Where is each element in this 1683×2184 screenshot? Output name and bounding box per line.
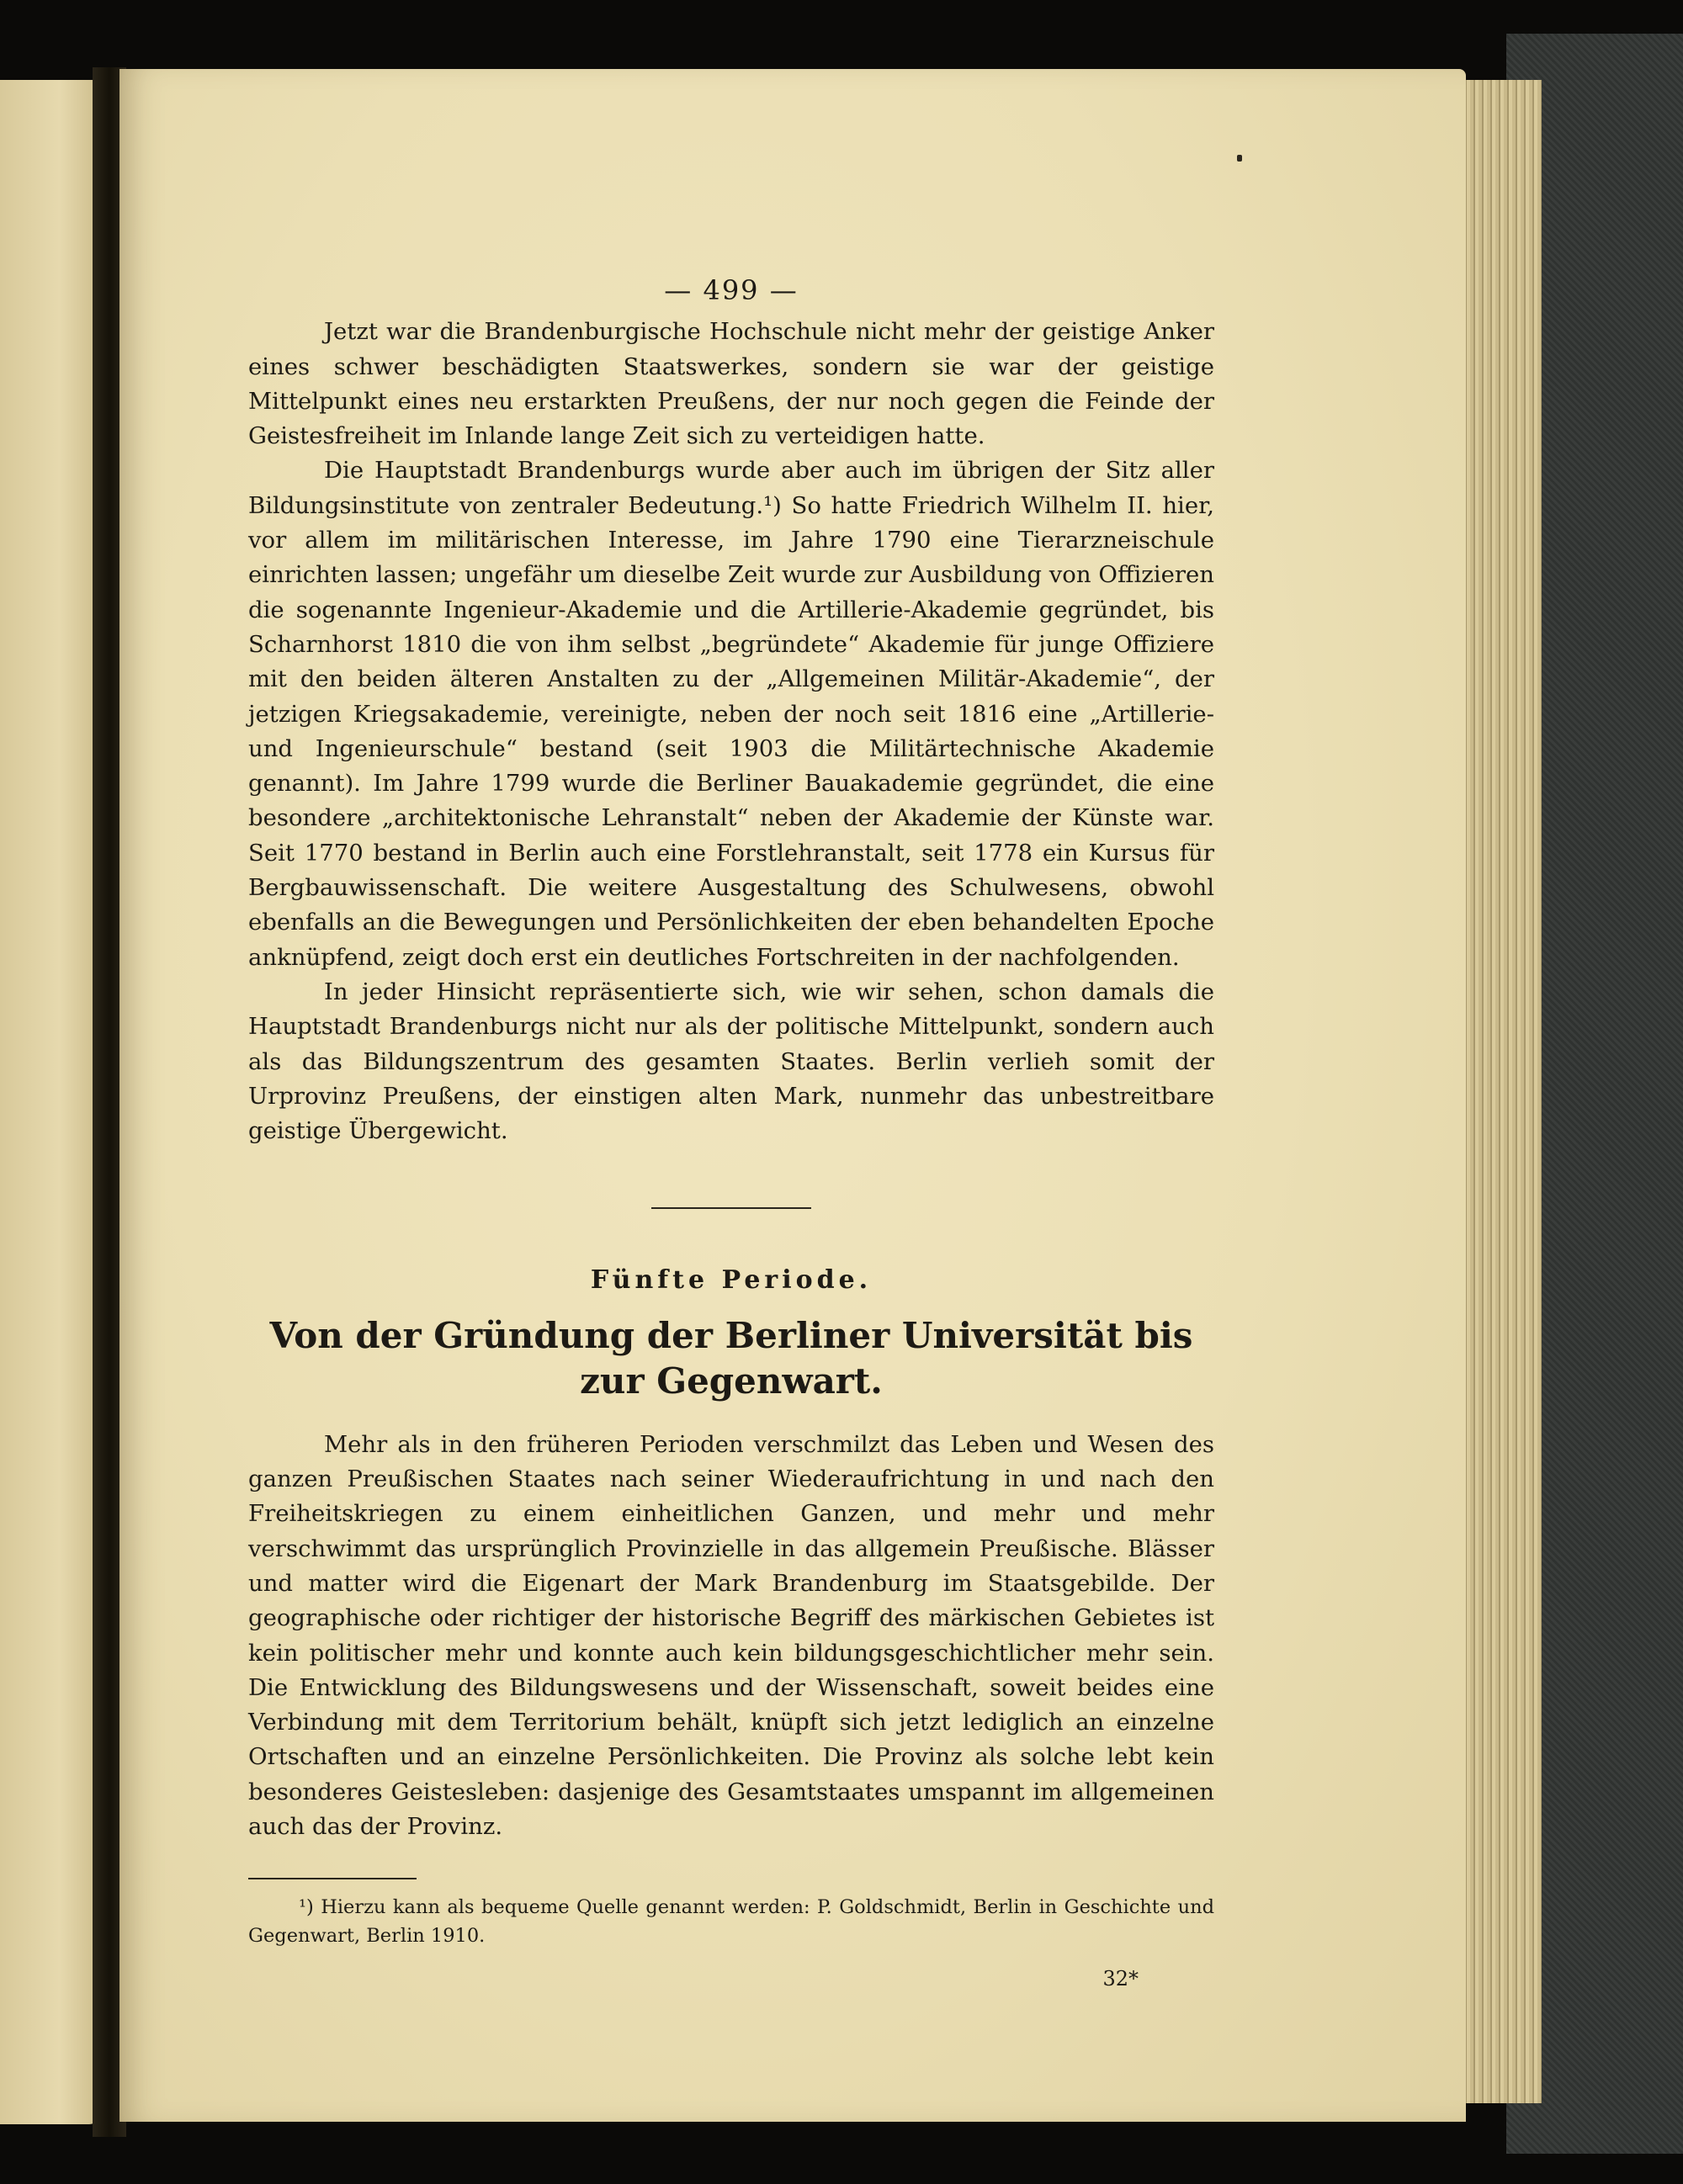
signature-mark: 32* — [1102, 1967, 1139, 1991]
chapter-title: Von der Gründung der Berliner Universität bis zur Gegenwart. — [269, 1314, 1193, 1402]
page-block-edges — [1460, 80, 1542, 2103]
section-divider — [651, 1207, 811, 1209]
paragraph-1: Jetzt war die Brandenburgische Hochschule nicht mehr der geistige Anker eines schwer beschädigten Staatswerkes, sondern sie war der geistige Mittelpunkt eines neu erstarkten Preußens, der nur noch gegen die Feinde der Geistesfreiheit im Inlande lange Zeit sich zu verteidigen hatte. — [248, 318, 1214, 450]
paragraph-3: In jeder Hinsicht repräsentierte sich, wie wir sehen, schon damals die Hauptstadt Brandenburgs nicht nur als der politische Mittelpunkt, sondern auch als das Bildungszentrum des gesamten Staates. Berlin verlieh somit der Urprovinz Preußens, der einstigen alten Mark, nunmehr das unbestreitbare geistige Übergewicht. — [248, 978, 1214, 1145]
chapter-paragraph: Mehr als in den früheren Perioden verschmilzt das Leben und Wesen des ganzen Preußischen Staates nach seiner Wiederaufrichtung in und nach den Freiheitskriegen zu einem einheitlichen Ganzen, und mehr und mehr verschwimmt das ursprünglich Provinzielle in das allgemein Preußische. Blässer und matter wird die Eigenart der Mark Brandenburg im Staatsgebilde. Der geographische oder richtiger der historische Begriff des märkischen Gebietes ist kein politischer mehr und konnte auch kein bildungsgeschichtlicher mehr sein. Die Entwicklung des Bildungswesens und der Wissenschaft, soweit beides eine Verbindung mit dem Territorium behält, knüpft sich jetzt lediglich an einzelne Ortschaften und an einzelne Persönlichkeiten. Die Provinz als solche lebt kein besonderes Geistesleben: dasjenige des Gesamtstaates umspannt im allgemeinen auch das der Provinz. — [248, 1430, 1214, 1840]
footnote-rule — [248, 1878, 417, 1879]
paragraph-2: Die Hauptstadt Brandenburgs wurde aber auch im übrigen der Sitz aller Bildungsinstitute von zentraler Bedeutung.¹) So hatte Friedrich Wilhelm II. hier, vor allem im militärischen Interesse, im Jahre 1790 eine Tierarzneischule einrichten lassen; ungefähr um dieselbe Zeit wurde zur Ausbildung von Offizieren die sogenannte Ingenieur-Akademie und die Artillerie-Akademie gegründet, bis Scharnhorst 1810 die von ihm selbst „begründete“ Akademie für junge Offiziere mit den beiden älteren Anstalten zu der „Allgemeinen Militär-Akademie“, der jetzigen Kriegsakademie, vereinigte, neben der noch seit 1816 eine „Artillerie- und Ingenieurschule“ bestand (seit 1903 die Militärtechnische Akademie genannt). Im Jahre 1799 wurde die Berliner Bauakademie gegründet, die eine besondere „architektonische Lehranstalt“ neben der Akademie der Künste war. Seit 1770 bestand in Berlin auch eine Forstlehranstalt, seit 1778 ein Kursus für Bergbauwissenschaft. Die weitere Ausgestaltung des Schulwesens, obwohl ebenfalls an die Bewegungen und Persönlichkeiten der eben behandelten Epoche anknüpfend, zeigt doch erst ein deutliches Fortschreiten in der nachfolgenden. — [248, 457, 1214, 971]
page-mark — [1237, 155, 1242, 162]
footnote: ¹) Hierzu kann als bequeme Quelle genannt werden: P. Goldschmidt, Berlin in Geschichte und Gegenwart, Berlin 1910. — [248, 1896, 1214, 1948]
facing-page-edge — [0, 80, 99, 2124]
period-heading: Fünfte Periode. — [590, 1265, 873, 1296]
page-number: — 499 — — [664, 274, 799, 306]
page-content — [248, 273, 1214, 1997]
